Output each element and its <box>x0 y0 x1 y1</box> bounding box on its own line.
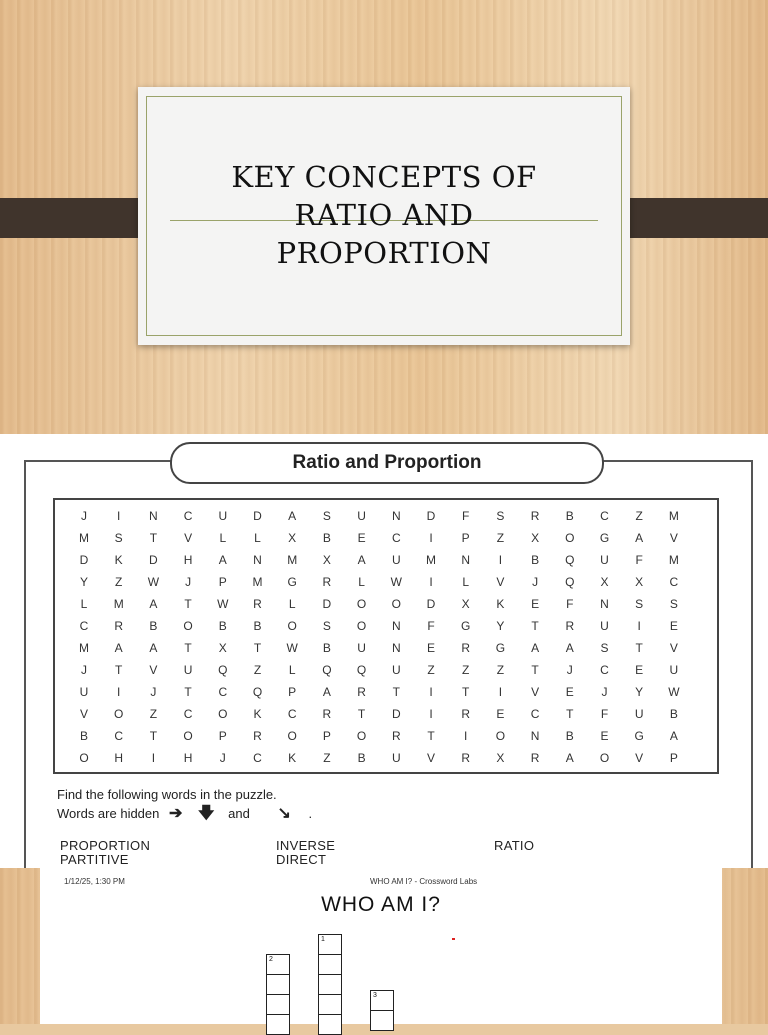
crossword-page <box>40 868 722 1024</box>
grid-letter[interactable]: K <box>496 597 505 611</box>
grid-letter[interactable]: J <box>185 575 192 589</box>
grid-letter[interactable]: S <box>496 509 505 523</box>
grid-letter[interactable]: I <box>498 685 503 699</box>
slide-word-search <box>0 434 768 868</box>
grid-letter[interactable]: D <box>149 553 158 567</box>
grid-letter[interactable]: Y <box>635 685 644 699</box>
grid-letter[interactable]: B <box>253 619 262 633</box>
grid-letter[interactable]: T <box>531 663 539 677</box>
grid-row <box>55 703 717 725</box>
grid-row <box>55 505 717 527</box>
arrow-down-icon: 🡇 <box>198 805 215 822</box>
grid-row <box>55 571 717 593</box>
grid-letter[interactable]: R <box>391 729 401 743</box>
grid-letter[interactable]: H <box>183 553 193 567</box>
grid-letter[interactable]: B <box>565 509 574 523</box>
grid-letter[interactable]: R <box>357 685 366 699</box>
grid-letter[interactable]: I <box>429 707 433 721</box>
word-direct: DIRECT <box>276 852 327 867</box>
grid-letter[interactable]: V <box>635 751 644 765</box>
grid-letter[interactable]: N <box>461 553 471 567</box>
grid-letter[interactable]: B <box>565 729 574 743</box>
grid-letter[interactable]: W <box>217 597 229 611</box>
crossword-cell[interactable] <box>266 954 290 975</box>
grid-letter[interactable]: C <box>391 531 401 545</box>
grid-letter[interactable]: Y <box>79 575 88 589</box>
grid-letter[interactable]: U <box>600 553 609 567</box>
grid-letter[interactable]: S <box>600 641 609 655</box>
grid-letter[interactable]: P <box>218 575 227 589</box>
grid-letter[interactable]: B <box>531 553 540 567</box>
grid-letter[interactable]: E <box>496 707 505 721</box>
grid-letter[interactable]: Z <box>496 531 505 545</box>
grid-letter[interactable]: Q <box>218 663 228 677</box>
grid-letter[interactable]: O <box>599 751 610 765</box>
grid-letter[interactable]: K <box>114 553 123 567</box>
grid-letter[interactable]: L <box>288 663 296 677</box>
grid-letter[interactable]: U <box>218 509 228 523</box>
title-line-1: KEY CONCEPTS OF <box>231 160 537 194</box>
grid-letter[interactable]: M <box>79 641 89 655</box>
grid-letter[interactable]: X <box>635 575 644 589</box>
grid-letter[interactable]: J <box>566 663 573 677</box>
grid-letter[interactable]: V <box>426 751 435 765</box>
grid-letter[interactable]: T <box>253 641 262 655</box>
grid-letter[interactable]: C <box>114 729 124 743</box>
grid-letter[interactable]: H <box>183 751 193 765</box>
grid-letter[interactable]: I <box>429 685 433 699</box>
grid-letter[interactable]: U <box>357 641 366 655</box>
left-accent-bar <box>0 198 155 238</box>
grid-letter[interactable]: P <box>288 685 297 699</box>
grid-letter[interactable]: O <box>287 619 297 633</box>
grid-letter[interactable]: R <box>461 751 471 765</box>
grid-letter[interactable]: C <box>669 575 679 589</box>
grid-letter[interactable]: V <box>79 707 88 721</box>
crossword-cell[interactable] <box>370 1010 394 1031</box>
grid-letter[interactable]: L <box>358 575 365 589</box>
grid-letter[interactable]: I <box>429 531 433 545</box>
instruction-and: and <box>228 806 250 821</box>
grid-letter[interactable]: L <box>288 597 296 611</box>
print-page-title: WHO AM I? - Crossword Labs <box>370 877 478 886</box>
word-proportion: PROPORTION <box>60 838 151 853</box>
grid-letter[interactable]: M <box>426 553 436 567</box>
grid-letter[interactable]: B <box>149 619 158 633</box>
grid-letter[interactable]: J <box>219 751 226 765</box>
title-line-3: PROPORTION <box>276 236 492 270</box>
grid-row <box>55 549 717 571</box>
grid-letter[interactable]: F <box>566 597 574 611</box>
grid-letter[interactable]: E <box>635 663 644 677</box>
grid-letter[interactable]: G <box>495 641 506 655</box>
grid-letter[interactable]: M <box>668 509 679 523</box>
grid-letter[interactable]: D <box>322 597 332 611</box>
grid-letter[interactable]: Z <box>427 663 435 677</box>
grid-letter[interactable]: Q <box>565 553 575 567</box>
grid-letter[interactable]: D <box>391 707 401 721</box>
grid-letter[interactable]: X <box>531 531 540 545</box>
clue-number-1: 1 <box>321 936 325 943</box>
grid-letter[interactable]: S <box>322 509 331 523</box>
grid-letter[interactable]: I <box>464 729 468 743</box>
grid-letter[interactable]: G <box>461 619 471 633</box>
grid-letter[interactable]: F <box>635 553 643 567</box>
grid-letter[interactable]: E <box>531 597 540 611</box>
grid-letter[interactable]: T <box>392 685 400 699</box>
grid-letter[interactable]: U <box>634 707 644 721</box>
grid-letter[interactable]: N <box>391 509 401 523</box>
grid-row <box>55 615 717 637</box>
grid-letter[interactable]: N <box>530 729 540 743</box>
grid-letter[interactable]: X <box>496 751 505 765</box>
grid-letter[interactable]: I <box>637 619 641 633</box>
grid-letter[interactable]: J <box>81 663 87 677</box>
instruction-line-1: Find the following words in the puzzle. <box>57 787 277 802</box>
grid-letter[interactable]: T <box>427 729 435 743</box>
grid-row <box>55 593 717 615</box>
grid-letter[interactable]: V <box>496 575 505 589</box>
grid-letter[interactable]: R <box>565 619 575 633</box>
grid-letter[interactable]: C <box>287 707 297 721</box>
grid-letter[interactable]: M <box>252 575 263 589</box>
grid-row <box>55 637 717 659</box>
grid-letter[interactable]: U <box>391 663 401 677</box>
grid-letter[interactable]: Q <box>322 663 332 677</box>
crossword-cell[interactable] <box>266 1014 290 1035</box>
grid-letter[interactable]: P <box>669 751 678 765</box>
grid-letter[interactable]: E <box>669 619 678 633</box>
grid-letter[interactable]: J <box>601 685 608 699</box>
grid-letter[interactable]: Z <box>635 509 643 523</box>
grid-letter[interactable]: I <box>498 553 503 567</box>
grid-letter[interactable]: O <box>218 707 228 721</box>
grid-letter[interactable]: R <box>461 641 471 655</box>
arrow-right-icon: ➔ <box>169 805 183 822</box>
grid-letter[interactable]: T <box>566 707 574 721</box>
grid-letter[interactable]: T <box>149 531 158 545</box>
grid-letter[interactable]: T <box>357 707 366 721</box>
crossword-cell[interactable] <box>318 1014 342 1035</box>
title-line-2: RATIO AND <box>294 198 474 232</box>
grid-letter[interactable]: E <box>600 729 609 743</box>
grid-letter[interactable]: M <box>113 597 124 611</box>
grid-letter[interactable]: D <box>426 597 436 611</box>
grid-row <box>55 527 717 549</box>
grid-letter[interactable]: G <box>599 531 610 545</box>
grid-letter[interactable]: P <box>218 729 227 743</box>
grid-letter[interactable]: O <box>183 619 193 633</box>
right-accent-bar <box>612 198 768 238</box>
grid-letter[interactable]: K <box>253 707 262 721</box>
grid-letter[interactable]: I <box>429 575 433 589</box>
crossword-heading: WHO AM I? <box>321 893 441 916</box>
grid-letter[interactable]: I <box>151 751 156 765</box>
grid-letter[interactable]: E <box>565 685 574 699</box>
grid-letter[interactable]: X <box>288 531 297 545</box>
slide-title <box>0 0 768 434</box>
red-mark <box>452 938 455 940</box>
clue-number-3: 3 <box>373 992 377 999</box>
crossword-cell[interactable] <box>318 994 342 1015</box>
grid-letter[interactable]: D <box>79 553 89 567</box>
grid-letter[interactable]: C <box>218 685 228 699</box>
grid-letter[interactable]: T <box>184 641 192 655</box>
grid-letter[interactable]: B <box>322 531 331 545</box>
grid-letter[interactable]: R <box>253 729 262 743</box>
grid-letter[interactable]: F <box>462 509 470 523</box>
grid-letter[interactable]: Z <box>462 663 470 677</box>
print-timestamp: 1/12/25, 1:30 PM <box>64 877 125 886</box>
grid-letter[interactable]: J <box>532 575 539 589</box>
grid-letter[interactable]: N <box>253 553 262 567</box>
grid-row <box>55 659 717 681</box>
grid-letter[interactable]: V <box>531 685 540 699</box>
grid-letter[interactable]: I <box>117 509 121 523</box>
word-inverse: INVERSE <box>276 838 336 853</box>
grid-letter[interactable]: I <box>117 685 121 699</box>
grid-letter[interactable]: U <box>357 509 366 523</box>
grid-letter[interactable]: O <box>287 729 297 743</box>
grid-letter[interactable]: M <box>287 553 298 567</box>
slide-title-text <box>138 160 630 302</box>
grid-letter[interactable]: J <box>81 509 87 523</box>
grid-letter[interactable]: Z <box>149 707 158 721</box>
grid-letter[interactable]: Z <box>115 575 123 589</box>
grid-letter[interactable]: O <box>565 531 575 545</box>
crossword-cell[interactable] <box>318 954 342 975</box>
grid-letter[interactable]: O <box>495 729 506 743</box>
grid-letter[interactable]: S <box>114 531 123 545</box>
grid-letter[interactable]: A <box>149 641 158 655</box>
grid-letter[interactable]: A <box>149 597 158 611</box>
grid-letter[interactable]: Q <box>565 575 575 589</box>
grid-letter[interactable]: M <box>79 531 89 545</box>
grid-letter[interactable]: A <box>288 509 297 523</box>
grid-letter[interactable]: L <box>254 531 261 545</box>
grid-letter[interactable]: W <box>147 575 160 589</box>
grid-letter[interactable]: Y <box>496 619 505 633</box>
grid-letter[interactable]: R <box>530 509 540 523</box>
grid-letter[interactable]: W <box>668 685 680 699</box>
grid-letter[interactable]: R <box>461 707 471 721</box>
grid-letter[interactable]: T <box>184 685 192 699</box>
grid-letter[interactable]: Q <box>252 685 263 699</box>
grid-letter[interactable]: X <box>322 553 331 567</box>
grid-letter[interactable]: O <box>391 597 401 611</box>
grid-letter[interactable]: R <box>530 751 540 765</box>
grid-letter[interactable]: X <box>218 641 227 655</box>
crossword-cell[interactable] <box>266 994 290 1015</box>
grid-letter[interactable]: V <box>184 531 193 545</box>
grid-letter[interactable]: T <box>149 729 158 743</box>
grid-letter[interactable]: U <box>669 663 679 677</box>
grid-letter[interactable]: P <box>322 729 331 743</box>
grid-letter[interactable]: V <box>149 663 158 677</box>
grid-letter[interactable]: U <box>183 663 193 677</box>
grid-letter[interactable]: O <box>183 729 193 743</box>
grid-letter[interactable]: U <box>391 553 401 567</box>
grid-letter[interactable]: D <box>253 509 262 523</box>
grid-letter[interactable]: B <box>322 641 331 655</box>
grid-letter[interactable]: T <box>635 641 643 655</box>
grid-letter[interactable]: O <box>79 751 89 765</box>
grid-letter[interactable]: D <box>426 509 436 523</box>
grid-letter[interactable]: N <box>600 597 609 611</box>
grid-letter[interactable]: C <box>183 707 193 721</box>
grid-letter[interactable]: N <box>391 619 401 633</box>
grid-letter[interactable]: R <box>322 575 332 589</box>
grid-letter[interactable]: W <box>390 575 402 589</box>
grid-letter[interactable]: B <box>669 707 678 721</box>
grid-row <box>55 725 717 747</box>
grid-letter[interactable]: K <box>288 751 297 765</box>
instruction-hidden-text: Words are hidden <box>57 806 160 821</box>
grid-letter[interactable]: V <box>669 641 678 655</box>
grid-letter[interactable]: X <box>461 597 470 611</box>
arrow-diagonal-icon: ↘ <box>277 805 291 822</box>
instruction-line-2 <box>57 802 312 829</box>
grid-letter[interactable]: B <box>218 619 227 633</box>
grid-letter[interactable]: Z <box>496 663 505 677</box>
grid-letter[interactable]: L <box>462 575 470 589</box>
grid-letter[interactable]: T <box>462 685 470 699</box>
grid-letter[interactable]: Z <box>253 663 262 677</box>
crossword-cell[interactable] <box>318 934 342 955</box>
grid-letter[interactable]: T <box>531 619 539 633</box>
grid-letter[interactable]: A <box>218 553 227 567</box>
crossword-cell[interactable] <box>318 974 342 995</box>
grid-letter[interactable]: R <box>253 597 262 611</box>
grid-letter[interactable]: A <box>565 641 574 655</box>
grid-letter[interactable]: R <box>322 707 332 721</box>
grid-letter[interactable]: E <box>426 641 435 655</box>
grid-letter[interactable]: C <box>600 509 609 523</box>
grid-letter[interactable]: G <box>634 729 644 743</box>
grid-row <box>55 747 717 769</box>
grid-letter[interactable]: C <box>253 751 262 765</box>
grid-letter[interactable]: L <box>219 531 227 545</box>
grid-letter[interactable]: Q <box>356 663 367 677</box>
grid-letter[interactable]: N <box>391 641 401 655</box>
grid-letter[interactable]: O <box>114 707 124 721</box>
grid-letter[interactable]: T <box>115 663 123 677</box>
word-ratio: RATIO <box>494 838 535 853</box>
grid-letter[interactable]: W <box>286 641 298 655</box>
grid-letter[interactable]: F <box>600 707 609 721</box>
grid-letter[interactable]: A <box>114 641 123 655</box>
grid-letter[interactable]: E <box>357 531 366 545</box>
grid-letter[interactable]: S <box>322 619 331 633</box>
grid-letter[interactable]: O <box>356 597 367 611</box>
grid-letter[interactable]: R <box>114 619 124 633</box>
crossword-cell[interactable] <box>370 990 394 1011</box>
grid-letter[interactable]: P <box>461 531 470 545</box>
grid-letter[interactable]: A <box>565 751 574 765</box>
grid-letter[interactable]: L <box>80 597 88 611</box>
grid-letter[interactable]: A <box>322 685 331 699</box>
grid-letter[interactable]: J <box>150 685 157 699</box>
grid-letter[interactable]: M <box>668 553 679 567</box>
grid-letter[interactable]: C <box>183 509 193 523</box>
worksheet-title: Ratio and Proportion <box>170 442 604 484</box>
grid-letter[interactable]: B <box>357 751 366 765</box>
grid-letter[interactable]: V <box>669 531 678 545</box>
grid-letter[interactable]: U <box>600 619 609 633</box>
grid-letter[interactable]: A <box>531 641 540 655</box>
grid-letter[interactable]: O <box>356 729 367 743</box>
word-partitive: PARTITIVE <box>60 852 129 867</box>
grid-letter[interactable]: X <box>600 575 609 589</box>
grid-letter[interactable]: B <box>79 729 88 743</box>
crossword-cell[interactable] <box>266 974 290 995</box>
grid-letter[interactable]: H <box>114 751 124 765</box>
grid-letter[interactable]: T <box>184 597 192 611</box>
title-card <box>138 87 630 345</box>
grid-letter[interactable]: G <box>287 575 297 589</box>
grid-letter[interactable]: S <box>635 597 644 611</box>
grid-letter[interactable]: C <box>530 707 540 721</box>
grid-row <box>55 681 717 703</box>
grid-letter[interactable]: U <box>79 685 89 699</box>
grid-letter[interactable]: Z <box>323 751 331 765</box>
grid-letter[interactable]: S <box>669 597 678 611</box>
grid-letter[interactable]: C <box>79 619 89 633</box>
grid-letter[interactable]: C <box>600 663 609 677</box>
word-search-grid <box>53 498 719 774</box>
grid-letter[interactable]: N <box>149 509 158 523</box>
grid-letter[interactable]: A <box>669 729 678 743</box>
clue-number-2: 2 <box>269 956 273 963</box>
grid-letter[interactable]: F <box>427 619 435 633</box>
instruction-period: . <box>308 806 313 821</box>
grid-letter[interactable]: U <box>391 751 401 765</box>
grid-letter[interactable]: A <box>357 553 366 567</box>
slide-crossword <box>0 868 768 1024</box>
grid-letter[interactable]: A <box>635 531 644 545</box>
grid-letter[interactable]: O <box>356 619 367 633</box>
